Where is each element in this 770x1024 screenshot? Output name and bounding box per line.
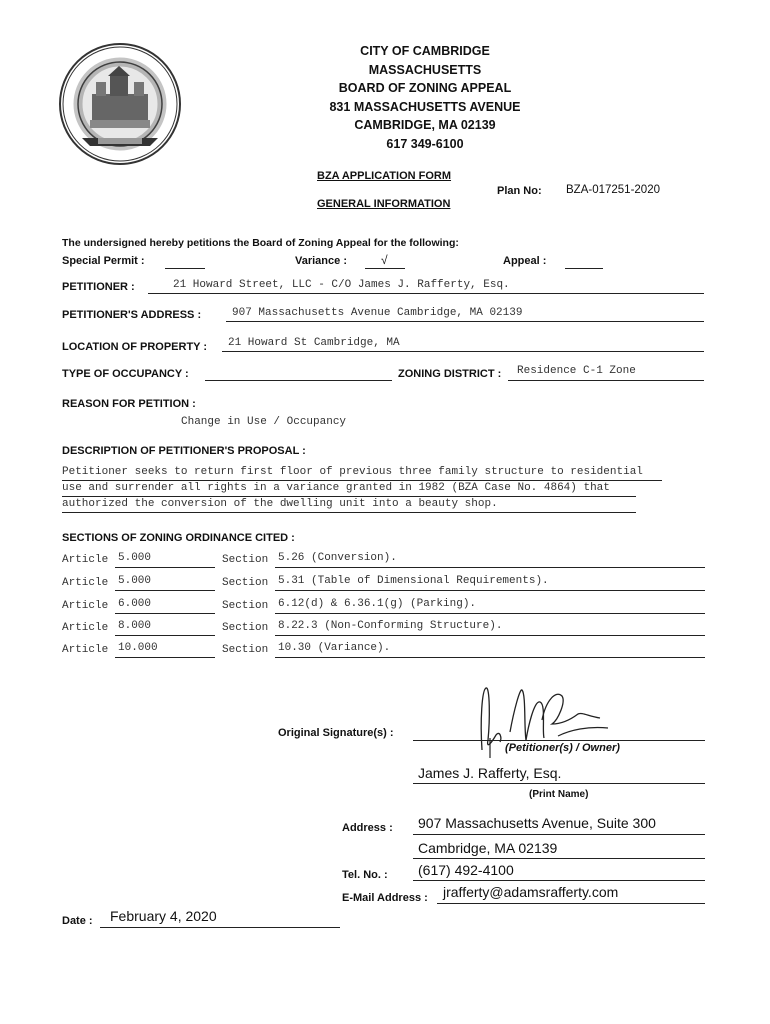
description-line-1: Petitioner seeks to return first floor of previous three family structure to residential — [62, 466, 643, 478]
occupancy-label: TYPE OF OCCUPANCY : — [62, 368, 189, 380]
signature-line — [413, 740, 705, 741]
description-label: DESCRIPTION OF PETITIONER'S PROPOSAL : — [62, 445, 306, 457]
article-word: Article — [62, 577, 109, 589]
form-subtitle: GENERAL INFORMATION — [317, 198, 451, 210]
article-rule — [115, 590, 215, 591]
reason-label: REASON FOR PETITION : — [62, 398, 196, 410]
location-value: 21 Howard St Cambridge, MA — [228, 337, 400, 349]
email-label: E-Mail Address : — [342, 892, 428, 904]
section-rule — [275, 567, 705, 568]
tel-line — [413, 880, 705, 881]
print-name-line — [413, 783, 705, 784]
address-line — [226, 321, 704, 322]
contact-address-line-1: 907 Massachusetts Avenue, Suite 300 — [418, 815, 656, 831]
article-rule — [115, 635, 215, 636]
article-number: 8.000 — [118, 620, 152, 632]
print-name-label: (Print Name) — [529, 789, 589, 800]
section-text: 5.31 (Table of Dimensional Requirements). — [278, 575, 549, 587]
header-line: CAMBRIDGE, MA 02139 — [354, 118, 496, 133]
section-word: Section — [222, 600, 269, 612]
article-word: Article — [62, 554, 109, 566]
appeal-line — [565, 268, 603, 269]
contact-address-line-2: Cambridge, MA 02139 — [418, 840, 558, 856]
form-title: BZA APPLICATION FORM — [317, 170, 452, 182]
intro-text: The undersigned hereby petitions the Board of Zoning Appeal for the following: — [62, 237, 459, 249]
article-number: 6.000 — [118, 598, 152, 610]
signature-label: Original Signature(s) : — [278, 727, 394, 739]
reason-value: Change in Use / Occupancy — [181, 416, 347, 428]
article-rule — [115, 567, 215, 568]
header-block — [300, 42, 550, 154]
special-permit-label: Special Permit : — [62, 255, 145, 267]
variance-line — [365, 268, 405, 269]
header-line: MASSACHUSETTS — [368, 62, 482, 77]
tel-label: Tel. No. : — [342, 869, 388, 881]
header-line: 617 349-6100 — [386, 136, 464, 151]
description-rule-1 — [62, 480, 662, 481]
section-rule — [275, 613, 705, 614]
petitioner-line — [148, 293, 704, 294]
section-word: Section — [222, 622, 269, 634]
section-text: 6.12(d) & 6.36.1(g) (Parking). — [278, 598, 477, 610]
section-word: Section — [222, 554, 269, 566]
print-name: James J. Rafferty, Esq. — [418, 765, 562, 781]
signature-caption: (Petitioner(s) / Owner) — [505, 742, 620, 754]
tel-value: (617) 492-4100 — [418, 862, 514, 878]
description-line-3: authorized the conversion of the dwelling unit into a beauty shop. — [62, 498, 498, 510]
date-label: Date : — [62, 915, 93, 927]
sections-label: SECTIONS OF ZONING ORDINANCE CITED : — [62, 532, 295, 544]
city-seal — [58, 42, 182, 166]
article-word: Article — [62, 600, 109, 612]
section-text: 8.22.3 (Non-Conforming Structure). — [278, 620, 503, 632]
location-label: LOCATION OF PROPERTY : — [62, 341, 208, 353]
petitioner-label: PETITIONER : — [62, 281, 135, 293]
zoning-label: ZONING DISTRICT : — [398, 368, 502, 380]
section-word: Section — [222, 644, 269, 656]
plan-no-label: Plan No: — [497, 185, 542, 197]
address-value: 907 Massachusetts Avenue Cambridge, MA 02139 — [232, 307, 523, 319]
zoning-line — [508, 380, 704, 381]
section-rule — [275, 657, 705, 658]
contact-address-rule-2 — [413, 858, 705, 859]
header-line: 831 MASSACHUSETTS AVENUE — [329, 99, 521, 114]
date-value: February 4, 2020 — [110, 908, 217, 924]
plan-no-value: BZA-017251-2020 — [566, 184, 660, 196]
variance-label: Variance : — [295, 255, 347, 267]
article-number: 5.000 — [118, 575, 152, 587]
section-rule — [275, 590, 705, 591]
occupancy-line — [205, 380, 392, 381]
article-number: 5.000 — [118, 552, 152, 564]
section-rule — [275, 635, 705, 636]
contact-address-rule-1 — [413, 834, 705, 835]
variance-check: √ — [381, 253, 388, 267]
article-word: Article — [62, 622, 109, 634]
date-line — [100, 927, 340, 928]
description-rule-2 — [62, 496, 636, 497]
section-text: 10.30 (Variance). — [278, 642, 391, 654]
article-rule — [115, 613, 215, 614]
header-line: BOARD OF ZONING APPEAL — [338, 81, 512, 96]
header-line: CITY OF CAMBRIDGE — [360, 44, 490, 58]
description-line-2: use and surrender all rights in a variance granted in 1982 (BZA Case No. 4864) that — [62, 482, 610, 494]
description-rule-3 — [62, 512, 636, 513]
zoning-value: Residence C-1 Zone — [517, 365, 636, 377]
email-value: jrafferty@adamsrafferty.com — [443, 884, 619, 900]
special-permit-line — [165, 268, 205, 269]
article-word: Article — [62, 644, 109, 656]
petitioner-value: 21 Howard Street, LLC - C/O James J. Rafferty, Esq. — [173, 279, 510, 291]
address-label: PETITIONER'S ADDRESS : — [62, 309, 202, 321]
contact-address-label: Address : — [342, 822, 393, 834]
article-rule — [115, 657, 215, 658]
email-line — [437, 903, 705, 904]
section-word: Section — [222, 577, 269, 589]
appeal-label: Appeal : — [503, 255, 547, 267]
section-text: 5.26 (Conversion). — [278, 552, 397, 564]
article-number: 10.000 — [118, 642, 158, 654]
location-line — [222, 351, 704, 352]
